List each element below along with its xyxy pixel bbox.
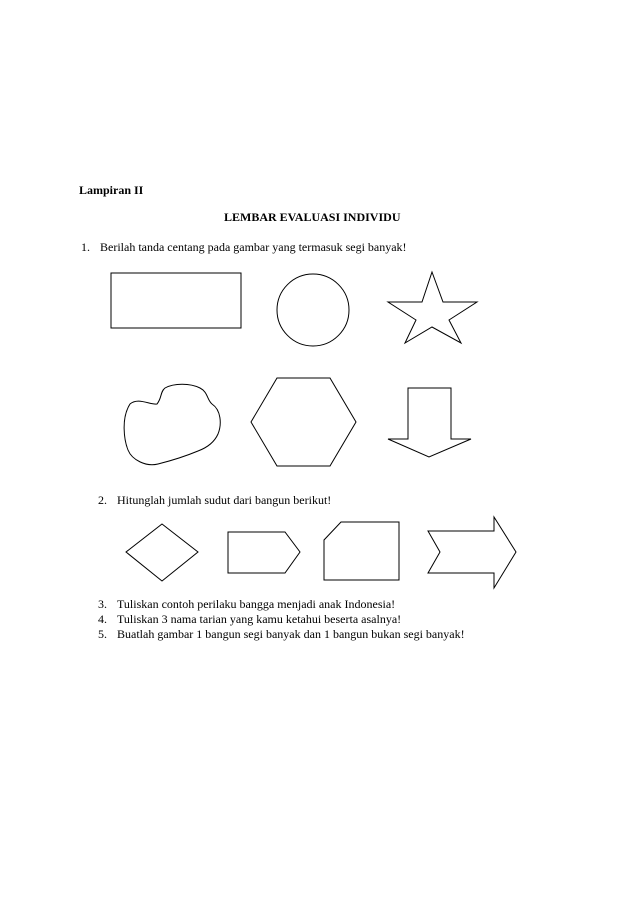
question-1-text: Berilah tanda centang pada gambar yang termasuk segi banyak! (100, 240, 407, 254)
hexagon-shape[interactable] (251, 378, 356, 466)
down-arrow-shape[interactable] (388, 388, 471, 457)
page-title: LEMBAR EVALUASI INDIVIDU (224, 210, 401, 224)
star-shape[interactable] (388, 272, 477, 343)
circle-shape[interactable] (277, 274, 349, 346)
irregular-blob-shape[interactable] (124, 384, 220, 464)
question-5-number: 5. (98, 627, 107, 641)
question-2-text: Hitunglah jumlah sudut dari bangun berikut! (117, 493, 332, 507)
chevron-arrow-shape[interactable] (428, 517, 516, 588)
question-4-text: Tuliskan 3 nama tarian yang kamu ketahui beserta asalnya! (117, 612, 402, 626)
rhombus-shape[interactable] (126, 524, 198, 581)
question-2-number: 2. (98, 493, 107, 507)
question-1-number: 1. (81, 240, 90, 254)
question-5-text: Buatlah gambar 1 bangun segi banyak dan 1 bangun bukan segi banyak! (117, 627, 465, 641)
rectangle-shape[interactable] (111, 273, 241, 328)
question-3-number: 3. (98, 597, 107, 611)
question-3-text: Tuliskan contoh perilaku bangga menjadi anak Indonesia! (117, 597, 396, 611)
cut-corner-square-shape[interactable] (324, 522, 399, 580)
heading: Lampiran II (79, 183, 144, 197)
pentagon-arrow-shape[interactable] (228, 532, 300, 573)
question-4-number: 4. (98, 612, 107, 626)
